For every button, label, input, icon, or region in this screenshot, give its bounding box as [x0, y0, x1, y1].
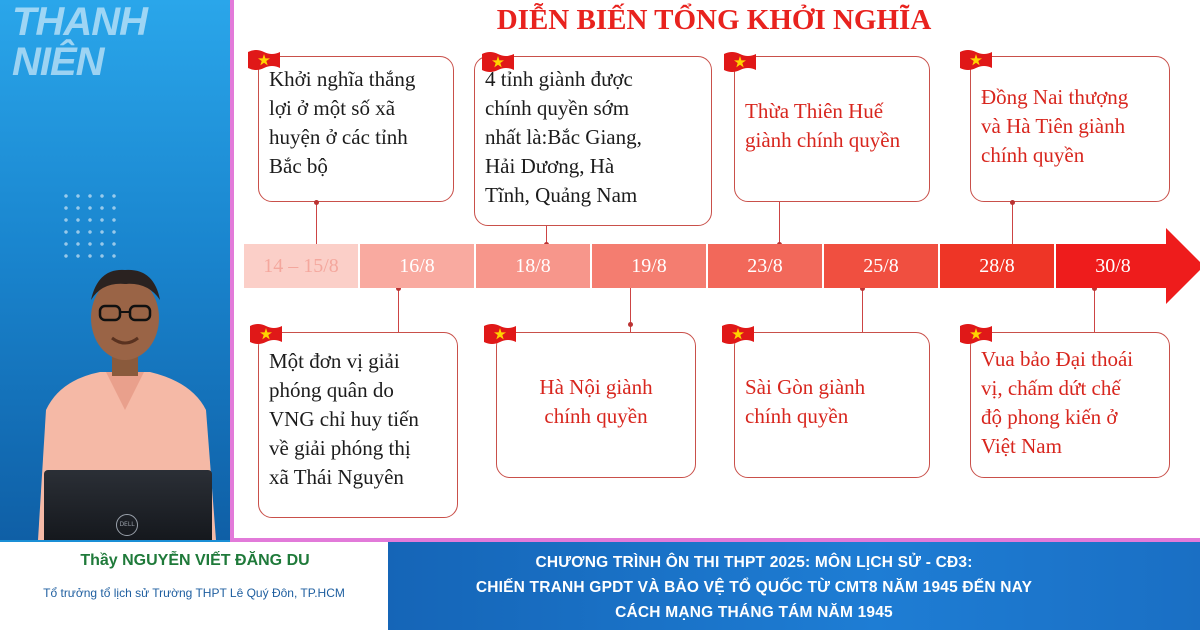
card-line: Việt Nam [981, 434, 1062, 458]
timeline-date: 25/8 [824, 244, 938, 288]
card-line: về giải phóng thị [269, 436, 411, 460]
connector-line [398, 288, 399, 332]
timeline-date: 19/8 [592, 244, 706, 288]
vietnam-flag-icon [724, 50, 756, 72]
vietnam-flag-icon [250, 322, 282, 344]
card-line: độ phong kiến ở [981, 405, 1118, 429]
timeline-date: 30/8 [1056, 244, 1170, 288]
event-card-28-8 [970, 56, 1170, 202]
slide [230, 0, 1200, 542]
card-line: chính quyền [544, 404, 648, 428]
slide-title: DIỄN BIẾN TỔNG KHỞI NGHĨA [496, 4, 932, 36]
card-line: VNG chỉ huy tiến [269, 407, 419, 431]
program-line-3: CÁCH MẠNG THÁNG TÁM NĂM 1945 [615, 604, 893, 621]
program-title-panel [388, 542, 1200, 630]
event-card-23-8 [734, 56, 930, 202]
event-card-30-8 [970, 332, 1170, 478]
card-line: Sài Gòn giành [745, 375, 866, 399]
vietnam-flag-icon [248, 48, 280, 70]
presenter-role: Tổ trưởng tổ lịch sử Trường THPT Lê Quý Đôn, TP.HCM [43, 586, 345, 600]
connector-dot [314, 200, 319, 205]
connector-line [779, 202, 780, 244]
program-line-2: CHIẾN TRANH GPDT VÀ BẢO VỆ TỔ QUỐC TỪ CMT8 NĂM 1945 ĐẾN NAY [475, 579, 1033, 596]
card-line: Vua bảo Đại thoái [981, 347, 1134, 371]
card-line: huyện ở các tỉnh [269, 125, 408, 149]
presenter-name-panel [0, 542, 388, 630]
card-line: vị, chấm dứt chế [981, 376, 1121, 400]
card-line: Khởi nghĩa thắng [269, 67, 416, 91]
timeline-date: 23/8 [708, 244, 822, 288]
card-line: chính quyền [981, 143, 1085, 167]
vietnam-flag-icon [482, 50, 514, 72]
connector-line [862, 288, 863, 332]
card-line: nhất là:Bắc Giang, [485, 125, 642, 149]
presenter-name: Thầy NGUYỄN VIẾT ĐĂNG DU [80, 552, 310, 569]
laptop [44, 470, 212, 540]
event-card-19-8 [496, 332, 696, 478]
decorative-dots [60, 190, 120, 260]
timeline-arrowhead [1166, 228, 1200, 304]
card-line: Bắc bộ [269, 154, 328, 178]
event-card-16-8 [258, 332, 458, 518]
dell-logo: DELL [116, 514, 138, 536]
card-line: lợi ở một số xã [269, 96, 396, 120]
vietnam-flag-icon [960, 322, 992, 344]
event-card-25-8 [734, 332, 930, 478]
card-line: giành chính quyền [745, 128, 901, 152]
card-line: Hải Dương, Hà [485, 154, 615, 178]
card-line: và Hà Tiên giành [981, 114, 1126, 138]
timeline-date: 28/8 [940, 244, 1054, 288]
timeline-date: 18/8 [476, 244, 590, 288]
card-line: Hà Nội giành [539, 375, 653, 399]
connector-dot [1010, 200, 1015, 205]
vietnam-flag-icon [484, 322, 516, 344]
card-line: Tĩnh, Quảng Nam [485, 183, 638, 207]
connector-dot [628, 322, 633, 327]
card-line: phóng quân do [269, 378, 394, 402]
card-line: Một đơn vị giải [269, 349, 400, 373]
event-card-18-8 [474, 56, 712, 226]
connector-line [1094, 288, 1095, 332]
card-line: chính quyền sớm [485, 96, 630, 120]
channel-logo: THANH NIÊN [12, 0, 147, 84]
timeline-date: 14 – 15/8 [244, 244, 358, 288]
card-line: xã Thái Nguyên [269, 465, 404, 489]
card-line: Thừa Thiên Huế [745, 99, 884, 123]
timeline-date: 16/8 [360, 244, 474, 288]
card-line: 4 tỉnh giành được [485, 67, 633, 91]
connector-line [316, 202, 317, 244]
card-line: Đồng Nai thượng [981, 85, 1129, 109]
card-line: chính quyền [745, 404, 849, 428]
vietnam-flag-icon [722, 322, 754, 344]
event-card-14-15-8 [258, 56, 454, 202]
connector-line [1012, 202, 1013, 244]
vietnam-flag-icon [960, 48, 992, 70]
program-line-1: CHƯƠNG TRÌNH ÔN THI THPT 2025: MÔN LỊCH SỬ - CĐ3: [535, 554, 973, 571]
